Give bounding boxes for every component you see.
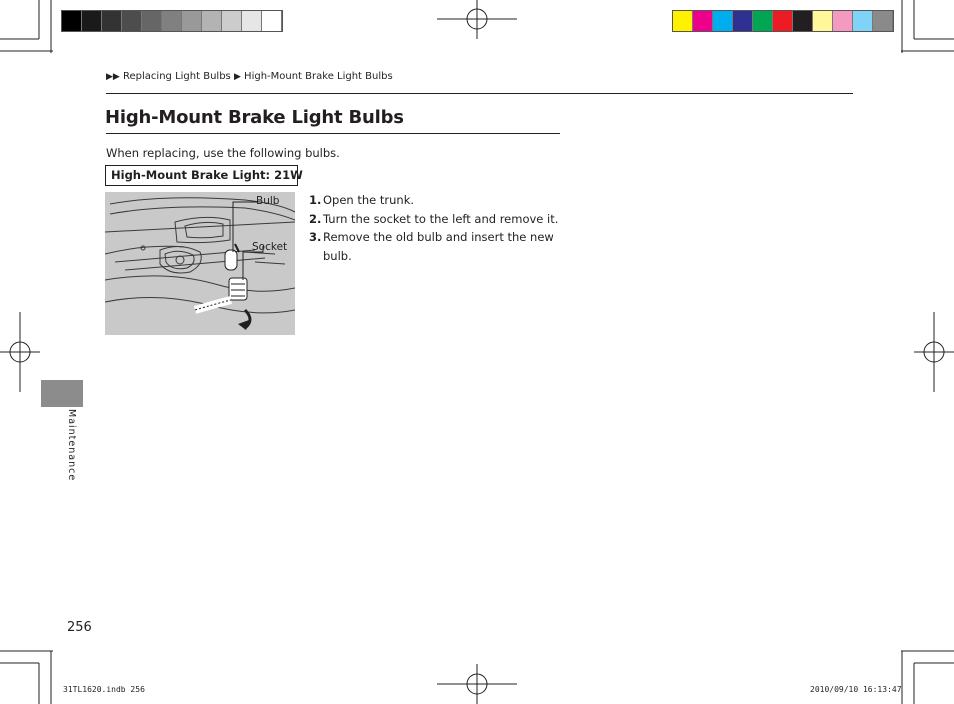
color-swatch — [713, 11, 733, 31]
gray-swatch — [82, 11, 102, 31]
step-number: 1. — [309, 193, 322, 207]
gray-swatch — [262, 11, 282, 31]
color-swatch — [673, 11, 693, 31]
bulb-spec-box: High-Mount Brake Light: 21W — [105, 165, 298, 186]
page-number: 256 — [67, 620, 92, 635]
print-file-info: 31TL1620.indb 256 — [63, 685, 145, 694]
color-swatch — [813, 11, 833, 31]
grayscale-calibration-bar — [61, 10, 283, 32]
print-timestamp: 2010/09/10 16:13:47 — [810, 685, 902, 694]
gray-swatch — [122, 11, 142, 31]
intro-text: When replacing, use the following bulbs. — [106, 146, 340, 160]
color-swatch — [753, 11, 773, 31]
chapter-tab[interactable] — [41, 380, 83, 407]
color-swatch — [773, 11, 793, 31]
color-swatch — [833, 11, 853, 31]
list-item — [309, 210, 559, 229]
page-title: High-Mount Brake Light Bulbs — [105, 107, 404, 128]
step-text: Turn the socket to the left and remove it. — [323, 211, 559, 226]
gray-swatch — [202, 11, 222, 31]
step-text: Open the trunk. — [323, 193, 415, 207]
double-arrow-icon: ▶▶ — [106, 72, 120, 82]
gray-swatch — [62, 11, 82, 31]
step-number: 3. — [309, 230, 322, 244]
color-swatch — [853, 11, 873, 31]
breadcrumb-page: High-Mount Brake Light Bulbs — [244, 71, 393, 82]
color-swatch — [733, 11, 753, 31]
step-number: 2. — [309, 211, 322, 226]
list-item — [309, 228, 559, 265]
arrow-icon: ▶ — [233, 72, 241, 82]
color-calibration-bar — [672, 10, 894, 32]
list-item — [309, 191, 559, 210]
color-swatch — [693, 11, 713, 31]
header-divider — [106, 93, 853, 94]
gray-swatch — [142, 11, 162, 31]
step-text: Remove the old bulb and insert the new bulb. — [323, 230, 554, 263]
trunk-lid-drawing — [105, 192, 295, 335]
gray-swatch — [242, 11, 262, 31]
chapter-tab-label: Maintenance — [66, 409, 77, 482]
title-underline — [106, 133, 560, 134]
socket-callout: Socket — [252, 241, 288, 253]
gray-swatch — [222, 11, 242, 31]
gray-swatch — [182, 11, 202, 31]
gray-swatch — [102, 11, 122, 31]
breadcrumb — [106, 71, 393, 82]
gray-swatch — [162, 11, 182, 31]
color-swatch — [873, 11, 893, 31]
instruction-steps — [309, 191, 559, 265]
breadcrumb-section[interactable]: Replacing Light Bulbs — [123, 71, 231, 82]
trunk-illustration — [105, 192, 295, 335]
bulb-callout: Bulb — [256, 195, 280, 207]
color-swatch — [793, 11, 813, 31]
